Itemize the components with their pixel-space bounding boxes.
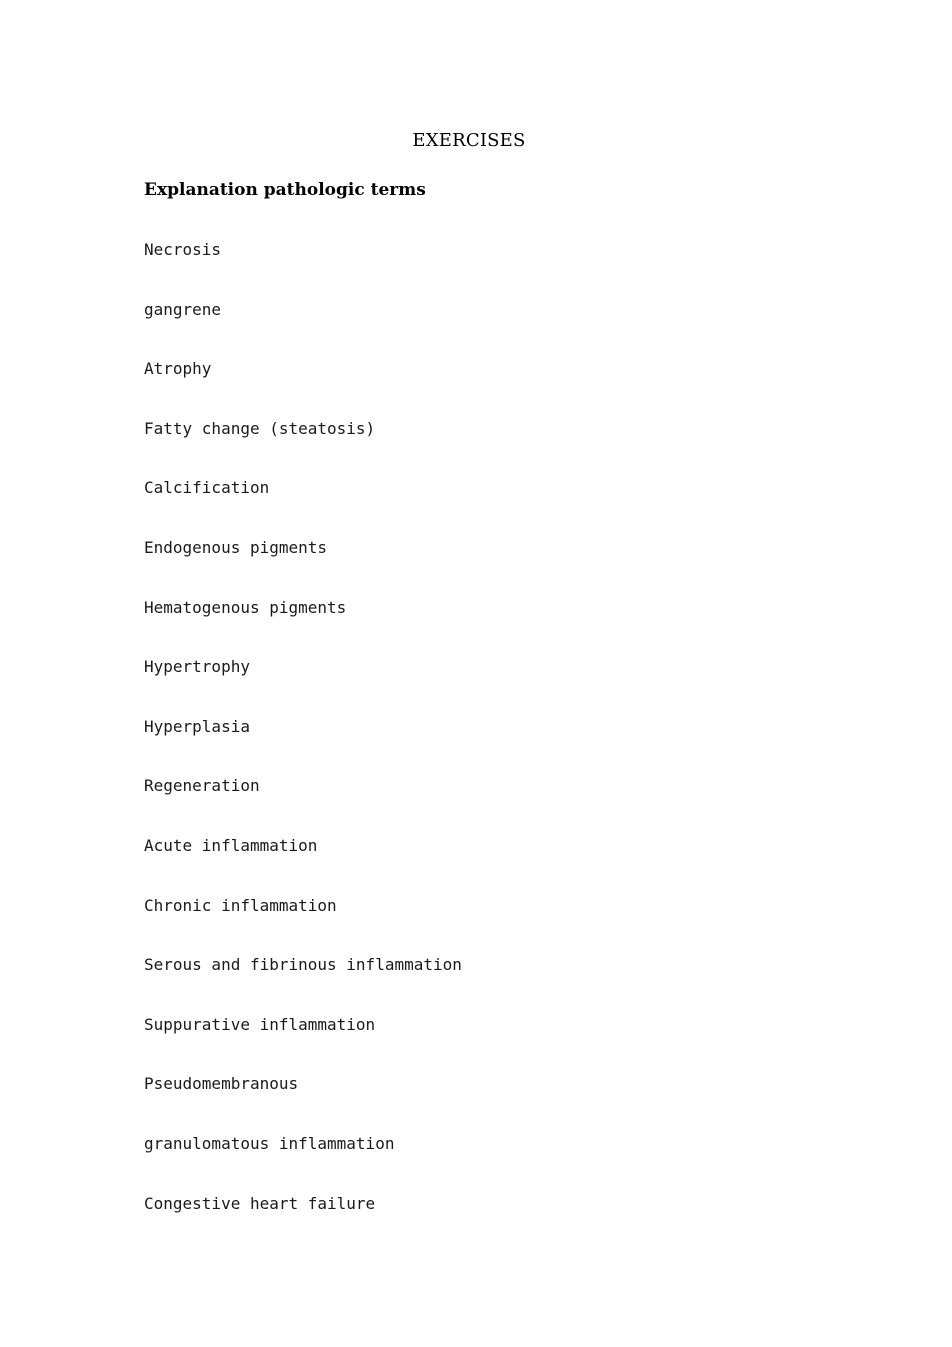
term-item: Atrophy [144,359,212,379]
term-item: Chronic inflammation [144,895,337,915]
term-item: Suppurative inflammation [144,1014,376,1034]
term-item: gangrene [144,299,222,319]
page-title: EXERCISES [412,130,526,151]
term-item: Pseudomembranous [144,1074,299,1094]
term-item: Fatty change (steatosis) [144,418,376,438]
term-item: Acute inflammation [144,835,318,855]
term-item: Hyperplasia [144,716,250,736]
terms-list [144,238,462,1251]
term-item: Congestive heart failure [144,1193,376,1213]
term-item: Serous and fibrinous inflammation [144,955,462,975]
term-item: Hypertrophy [144,657,250,677]
term-item: Calcification [144,478,270,498]
term-item: granulomatous inflammation [144,1133,395,1153]
term-item: Hematogenous pigments [144,597,347,617]
term-item: Regeneration [144,776,260,796]
term-item: Endogenous pigments [144,537,328,557]
section-heading: Explanation pathologic terms [144,180,426,200]
term-item: Necrosis [144,240,222,259]
